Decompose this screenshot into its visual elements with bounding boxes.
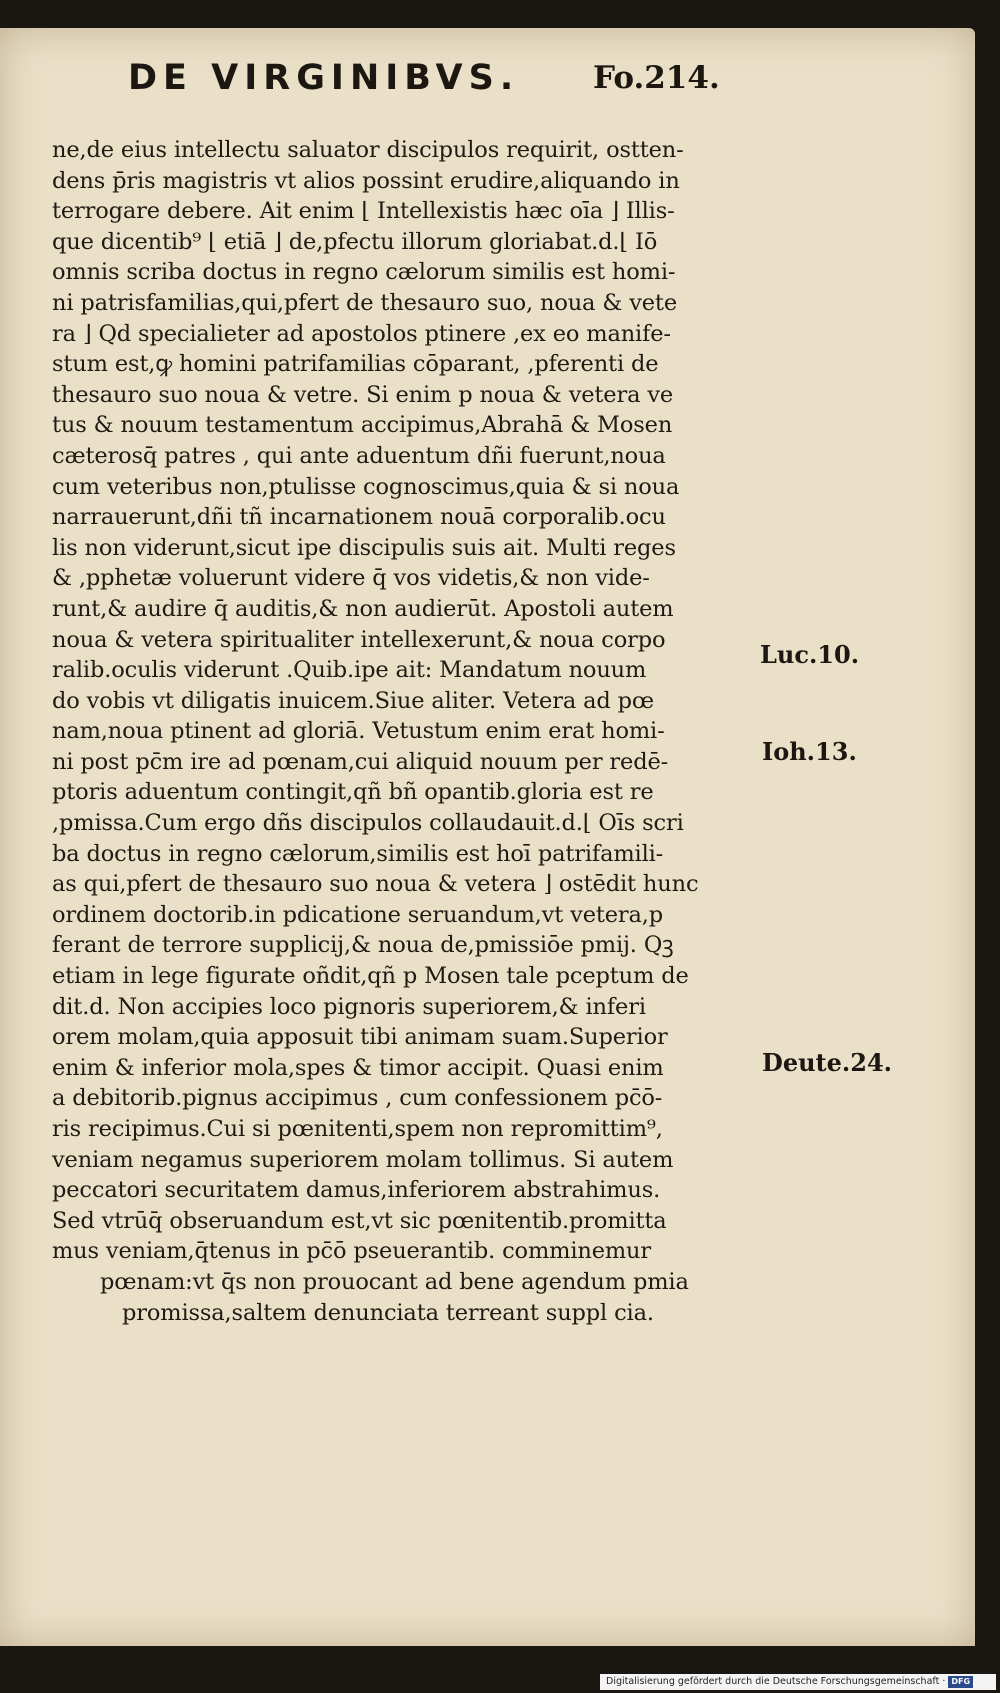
text-line: noua & vetera spiritualiter intellexerunt,& noua corpo [52, 626, 666, 653]
text-line: pœnam:vt q̄s non prouocant ad bene agendum pmia [100, 1268, 689, 1295]
text-line: stum est,ꝙ homini patrifamilias cōparant, ,pferenti de [52, 351, 659, 378]
text-line: enim & inferior mola,spes & timor accipit. Quasi enim [52, 1054, 664, 1081]
text-line: a debitorib.pignus accipimus , cum confessionem pc̄ō- [52, 1085, 663, 1112]
text-line: peccatori securitatem damus,inferiorem abstrahimus. [52, 1177, 661, 1204]
running-title: DE VIRGINIBVS. [128, 58, 520, 98]
text-line: omnis scriba doctus in regno cælorum similis est homi- [52, 259, 676, 286]
text-line: ne,de eius intellectu saluator discipulos requirit, ostten- [52, 137, 684, 163]
text-line: terrogare debere. Ait enim ⌊ Intellexistis hæc oīa ⌋ Illis- [52, 198, 675, 225]
text-line: narrauerunt,dñi tñ incarnationem nouā corporalib.ocu [52, 504, 666, 531]
credit-text: Digitalisierung gefördert durch die Deutsche Forschungsgemeinschaft · [606, 1676, 946, 1687]
text-line: mus veniam,q̄tenus in pc̄ō pseuerantib. comminemur [52, 1238, 652, 1265]
text-line: dens p̄ris magistris vt alios possint erudire,aliquando in [52, 167, 680, 194]
margin-note-ioh: Ioh.13. [762, 737, 857, 766]
text-line: dit.d. Non accipies loco pignoris superiorem,& inferi [52, 993, 646, 1020]
folio-number: Fo.214. [593, 60, 720, 96]
text-line: cæterosq̄ patres , qui ante aduentum dñi fuerunt,noua [52, 442, 666, 469]
text-line: cum veteribus non,ptulisse cognoscimus,quia & si noua [52, 473, 680, 500]
text-line: & ,pphetæ voluerunt videre q̄ vos videtis,& non vide- [52, 565, 650, 592]
text-line: ni patrisfamilias,qui,pfert de thesauro suo, noua & vete [52, 289, 677, 316]
dfg-logo: DFG [948, 1676, 973, 1688]
text-line: do vobis vt diligatis inuicem.Siue aliter. Vetera ad pœ [52, 687, 654, 714]
text-line: ra ⌋ Qd specialieter ad apostolos ptinere ,ex eo manife- [52, 320, 671, 347]
text-line: tus & nouum testamentum accipimus,Abrahā & Mosen [52, 412, 673, 439]
text-line: orem molam,quia apposuit tibi animam suam.Superior [52, 1024, 668, 1051]
body-text [52, 135, 757, 1328]
text-line: que dicentib⁹ ⌊ etiā ⌋ de,pfectu illorum gloriabat.d.⌊ Iō [52, 228, 658, 255]
text-line: ,pmissa.Cum ergo dñs discipulos collaudauit.d.⌊ Oīs scri [52, 810, 684, 837]
text-line: ris recipimus.Cui si pœnitenti,spem non repromittim⁹, [52, 1116, 663, 1142]
text-line: ferant de terrore supplicij,& noua de,pmissiōe pmij. Qꝫ [52, 932, 674, 959]
digitization-credit [600, 1674, 996, 1690]
text-line: as qui,pfert de thesauro suo noua & vetera ⌋ ostēdit hunc [52, 871, 699, 898]
text-line: lis non viderunt,sicut ipe discipulis suis ait. Multi reges [52, 534, 676, 561]
margin-note-luc: Luc.10. [760, 640, 860, 669]
text-line: ni post pc̄m ire ad pœnam,cui aliquid nouum per redē- [52, 748, 669, 775]
text-line: Sed vtrūq̄ obseruandum est,vt sic pœnitentib.promitta [52, 1207, 667, 1234]
text-line: ordinem doctorib.in pdicatione seruandum,vt vetera,p [52, 901, 664, 928]
text-line: ralib.oculis viderunt .Quib.ipe ait: Mandatum nouum [52, 657, 647, 684]
text-line: promissa,saltem denunciata terreant suppl cia. [122, 1299, 654, 1326]
margin-note-deute: Deute.24. [762, 1048, 892, 1077]
text-line: veniam negamus superiorem molam tollimus. Si autem [52, 1146, 674, 1173]
text-line: ptoris aduentum contingit,qñ bñ opantib.gloria est re [52, 779, 654, 806]
text-line: etiam in lege figurate oñdit,qñ p Mosen tale pceptum de [52, 963, 689, 990]
text-line: nam,noua ptinent ad gloriā. Vetustum enim erat homi- [52, 718, 665, 745]
text-line: ba doctus in regno cælorum,similis est hoī patrifamili- [52, 840, 664, 867]
text-line: thesauro suo noua & vetre. Si enim p noua & vetera ve [52, 381, 674, 408]
text-line: runt,& audire q̄ auditis,& non audierūt. Apostoli autem [52, 595, 674, 622]
